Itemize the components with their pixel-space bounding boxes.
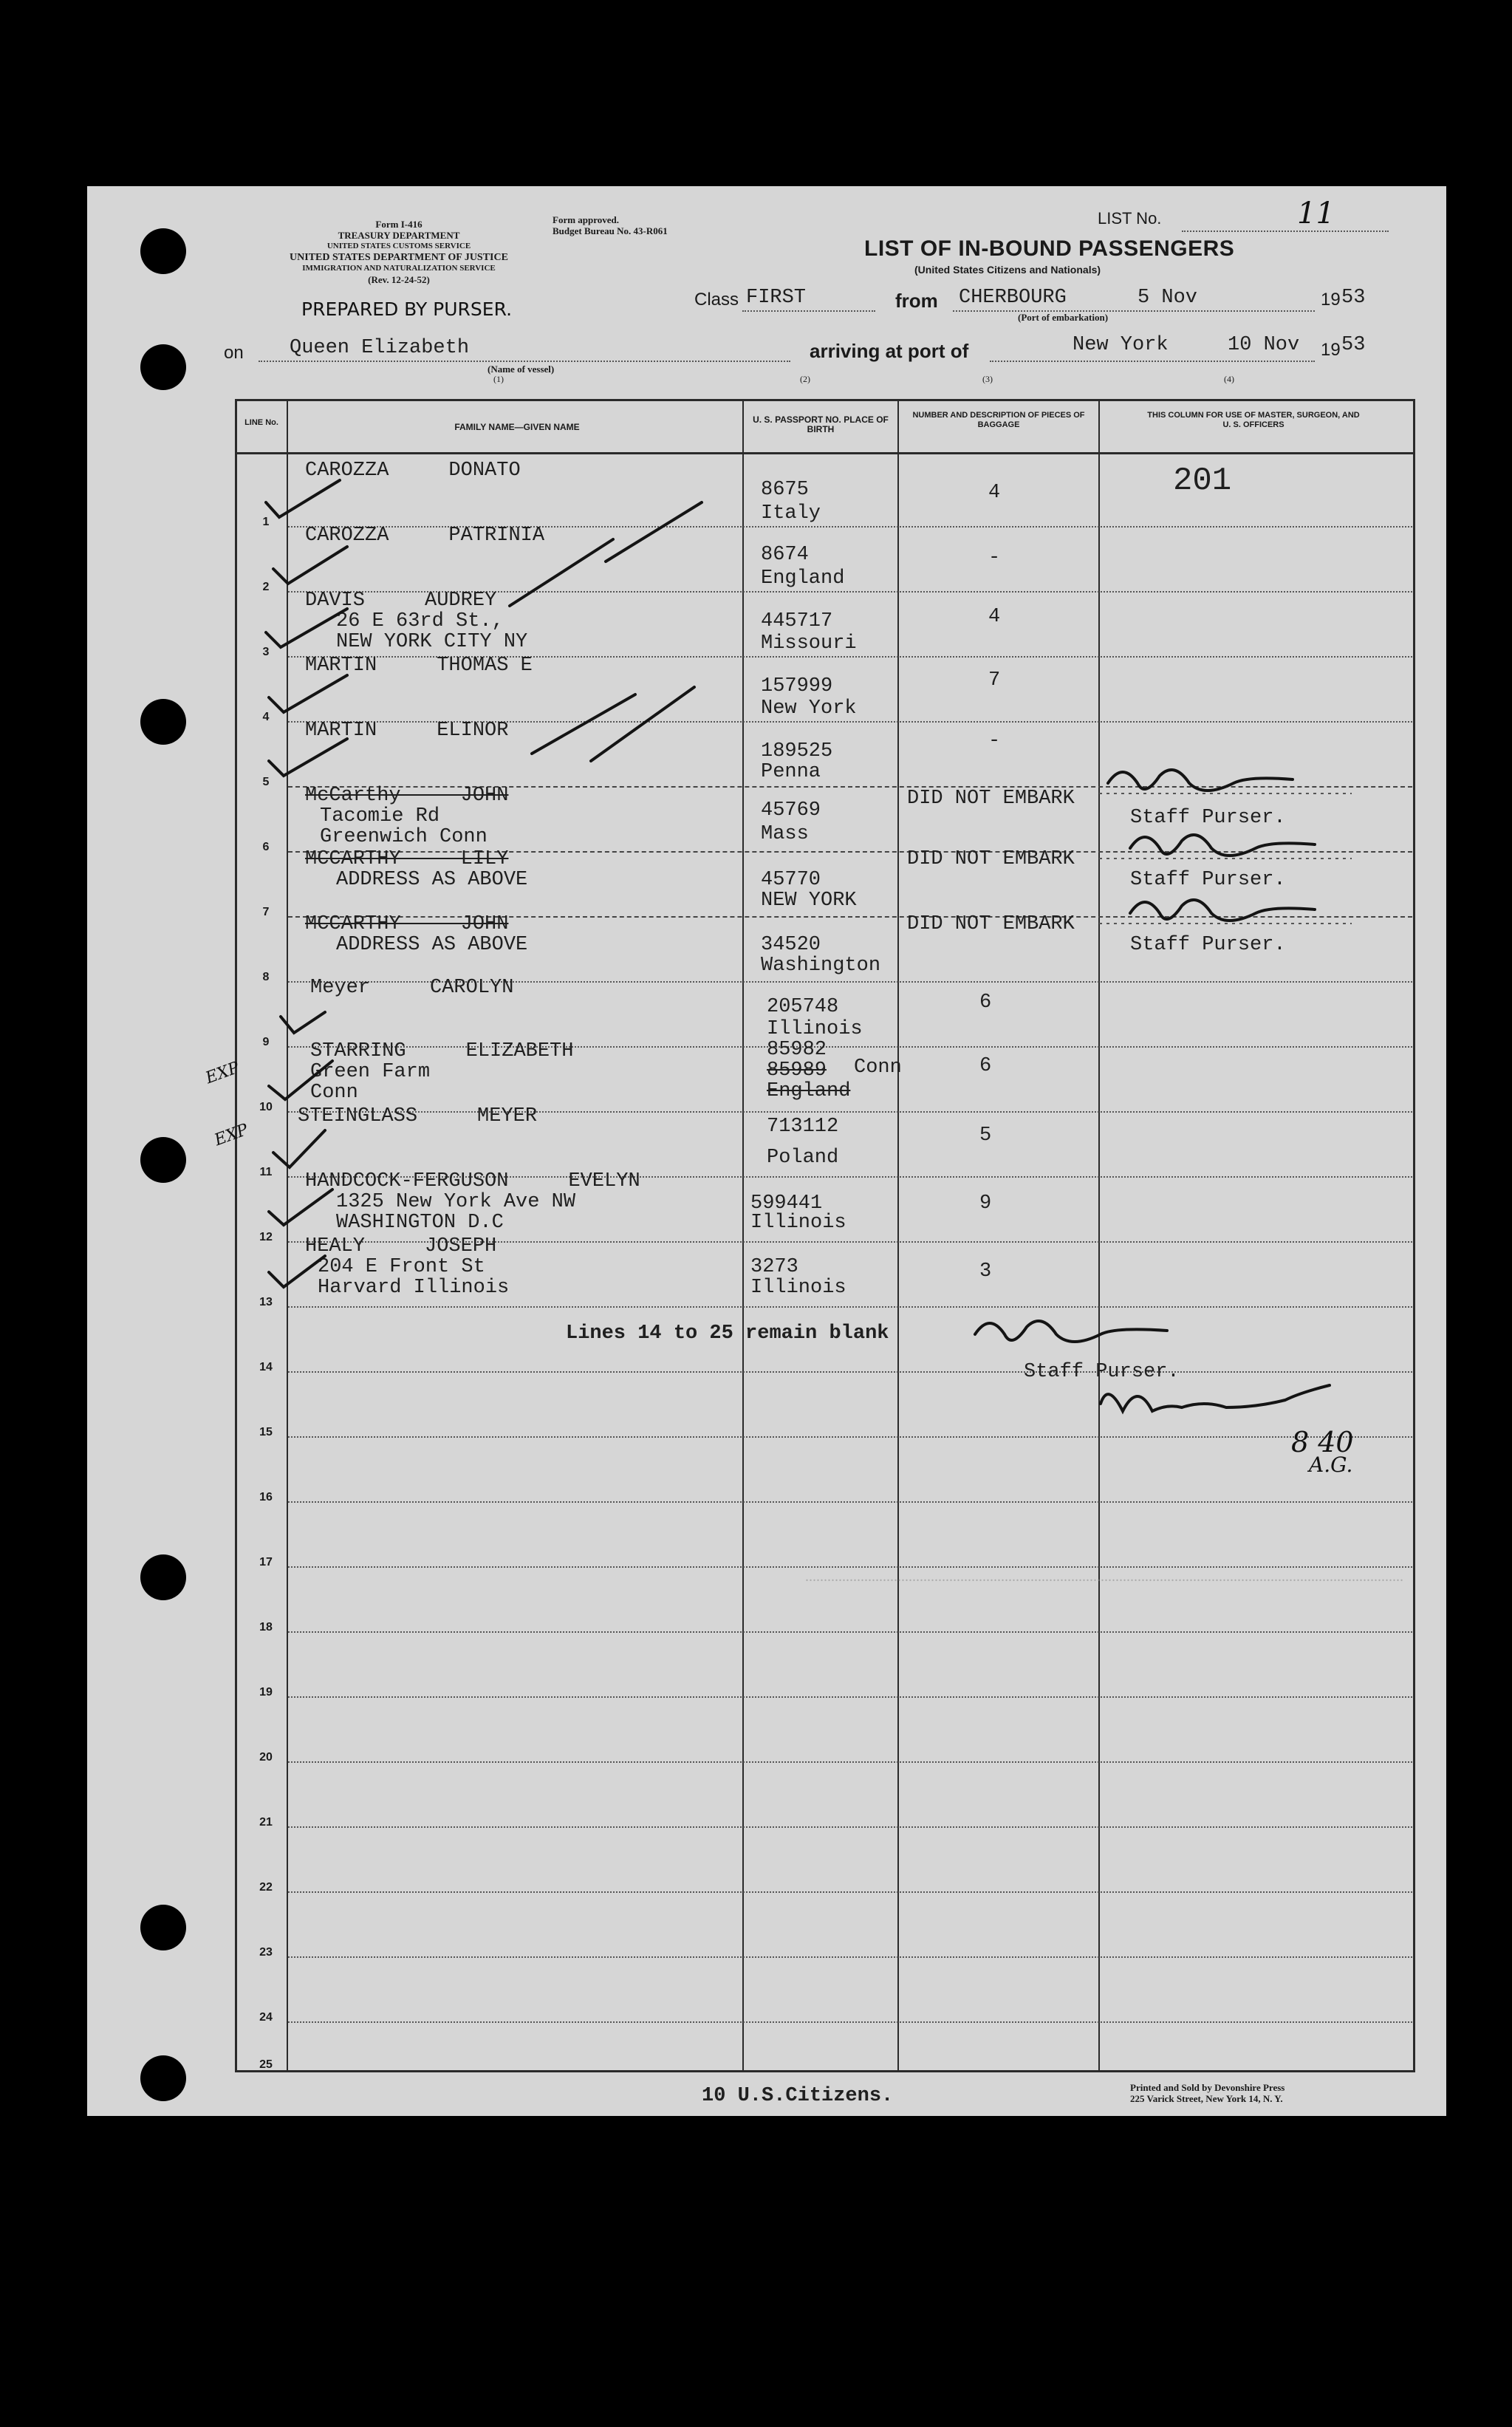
col-head-line: LINE No.: [244, 418, 278, 427]
place-of-birth: Illinois: [750, 1212, 846, 1234]
check-mark: [273, 547, 347, 584]
budget-bureau: Budget Bureau No. 43-R061: [553, 225, 668, 236]
blank-lines-note: Lines 14 to 25 remain blank: [566, 1322, 889, 1345]
row-number: 6: [262, 841, 270, 853]
baggage-count: 5: [979, 1124, 992, 1147]
passport-number: 45769: [761, 799, 821, 822]
passenger-name: STARRING ELIZABETH: [310, 1040, 574, 1062]
bleed-through-text: ..................................................................................................................................................................: [805, 1568, 1403, 1585]
vessel-name: Queen Elizabeth: [290, 337, 470, 359]
arrival-date: 10 Nov: [1228, 334, 1300, 356]
baggage-count: 6: [979, 991, 992, 1014]
row-number: 10: [259, 1101, 273, 1113]
passenger-name: HEALY JOSEPH: [305, 1235, 497, 1257]
row-number: 15: [259, 1426, 273, 1438]
passport-number: 34520: [761, 934, 821, 956]
baggage-count: 7: [988, 669, 1001, 692]
arrival-year: 53: [1341, 334, 1366, 356]
passport-number: 85982: [767, 1039, 827, 1061]
check-mark: [281, 1012, 325, 1033]
passenger-name: STEINGLASS MEYER: [298, 1105, 538, 1127]
col-head-officers: THIS COLUMN FOR USE OF MASTER, SURGEON, AND U. S. OFFICERS: [1147, 411, 1360, 429]
place-of-birth: Penna: [761, 761, 821, 783]
tally-stroke: [591, 687, 694, 761]
place-of-birth: Missouri: [761, 632, 857, 655]
tally-stroke: [532, 694, 635, 754]
check-mark: [273, 1130, 325, 1167]
passenger-name-struck: MCCARTHY JOHN: [305, 913, 509, 935]
row-number: 2: [262, 581, 270, 593]
embark-port: CHERBOURG: [959, 287, 1067, 309]
staff-purser: Staff Purser.: [1130, 807, 1286, 829]
row-number: 5: [262, 776, 270, 788]
manifest-subtitle: (United States Citizens and Nationals): [914, 264, 1101, 276]
row-number: 25: [259, 2058, 273, 2071]
col-num-4: (4): [1224, 374, 1234, 384]
margin-note-exp: EXP: [212, 1120, 251, 1150]
baggage-count: 3: [979, 1260, 992, 1283]
purser-signature: [1130, 835, 1315, 856]
place-of-birth: Mass: [761, 823, 809, 845]
check-mark: [269, 739, 347, 776]
passenger-address: NEW YORK CITY NY: [336, 631, 528, 653]
passport-number: 599441: [750, 1192, 823, 1215]
passport-number: 8674: [761, 544, 809, 566]
citizens-count: 10 U.S.Citizens.: [702, 2085, 894, 2107]
baggage-count: 4: [988, 606, 1001, 628]
did-not-embark: DID NOT EMBARK: [907, 913, 1075, 935]
place-of-birth: Illinois: [750, 1277, 846, 1299]
passenger-name-struck: McCarthy JOHN: [305, 785, 509, 807]
row-number: 7: [262, 906, 270, 918]
list-no-value: 11: [1297, 197, 1335, 231]
passport-number: 8675: [761, 479, 809, 501]
place-of-birth: NEW YORK: [761, 890, 857, 912]
row-number: 22: [259, 1881, 273, 1894]
dept-justice: UNITED STATES DEPARTMENT OF JUSTICE: [290, 252, 508, 263]
passenger-name: HANDCOCK-FERGUSON EVELYN: [305, 1170, 640, 1192]
handwritten-note: 8 40: [1291, 1426, 1354, 1458]
purser-signature: [975, 1321, 1167, 1342]
row-number: 1: [262, 516, 270, 528]
tally-stroke: [606, 502, 702, 561]
row-number: 14: [259, 1361, 273, 1373]
dept-treasury-sub: UNITED STATES CUSTOMS SERVICE: [326, 242, 471, 250]
passenger-address: Conn: [310, 1082, 358, 1104]
dept-treasury: TREASURY DEPARTMENT: [338, 230, 460, 241]
passenger-name: DAVIS AUDREY: [305, 590, 497, 612]
place-of-birth: New York: [761, 697, 857, 720]
row-number: 20: [259, 1751, 273, 1764]
passenger-name: CAROZZA PATRINIA: [305, 525, 545, 547]
place-of-birth: Illinois: [767, 1018, 863, 1040]
baggage-count: -: [988, 730, 1001, 752]
vessel-caption: (Name of vessel): [488, 363, 555, 375]
place-of-birth: Italy: [761, 502, 821, 525]
passport-number: 45770: [761, 869, 821, 891]
passenger-name: Meyer CAROLYN: [310, 977, 514, 999]
check-mark: [269, 1189, 332, 1225]
birth-correction: Conn: [854, 1057, 902, 1079]
passenger-address: Tacomie Rd: [320, 805, 440, 827]
place-of-birth-struck: England: [767, 1080, 851, 1102]
check-mark: [269, 1256, 325, 1287]
officer-signature: [1101, 1385, 1330, 1411]
col-num-2: (2): [800, 374, 810, 384]
passport-number: 713112: [767, 1116, 839, 1138]
port-embark-caption: (Port of embarkation): [1018, 312, 1109, 323]
col-head-family: FAMILY NAME—GIVEN NAME: [454, 422, 580, 432]
passenger-address: ADDRESS AS ABOVE: [336, 869, 528, 891]
arrival-port: New York: [1073, 334, 1169, 356]
passenger-address: ADDRESS AS ABOVE: [336, 934, 528, 956]
arriving-label: arriving at port of: [810, 340, 969, 362]
class-label: Class: [694, 290, 739, 310]
row-number: 24: [259, 2011, 273, 2024]
embark-year: 53: [1341, 287, 1366, 309]
staff-purser: Staff Purser.: [1024, 1361, 1180, 1383]
passenger-address: 204 E Front St: [318, 1256, 485, 1278]
passenger-name: CAROZZA DONATO: [305, 460, 521, 482]
col-head-passport: U. S. PASSPORT NO. PLACE OF BIRTH: [753, 414, 889, 434]
officer-number: 201: [1173, 462, 1232, 499]
margin-note-exp: EXP: [203, 1058, 242, 1088]
form-revision: (Rev. 12-24-52): [368, 274, 430, 285]
check-mark: [269, 675, 347, 712]
passenger-address: Green Farm: [310, 1061, 431, 1083]
place-of-birth: England: [761, 567, 845, 590]
tally-stroke: [510, 539, 613, 606]
passport-number: 445717: [761, 610, 833, 632]
year-prefix: 19: [1321, 340, 1341, 360]
row-number: 8: [262, 971, 270, 983]
col-num-1: (1): [493, 374, 504, 384]
passenger-name: MARTIN ELINOR: [305, 720, 509, 742]
baggage-count: 9: [979, 1192, 992, 1215]
year-prefix: 19: [1321, 290, 1341, 310]
dept-justice-sub: IMMIGRATION AND NATURALIZATION SERVICE: [302, 264, 496, 273]
baggage-count: -: [988, 547, 1001, 569]
check-mark: [266, 480, 340, 517]
row-number: 12: [259, 1231, 273, 1243]
passenger-name-struck: MCCARTHY LILY: [305, 848, 509, 870]
row-number: 9: [262, 1036, 270, 1048]
col-head-baggage: NUMBER AND DESCRIPTION OF PIECES OF BAGGAGE: [912, 411, 1085, 429]
row-number: 4: [262, 711, 270, 723]
printer-line: Printed and Sold by Devonshire Press: [1130, 2082, 1285, 2093]
row-number: 17: [259, 1556, 273, 1568]
row-number: 13: [259, 1296, 273, 1308]
prepared-by-purser: PREPARED BY PURSER.: [301, 298, 513, 320]
printer-address: 225 Varick Street, New York 14, N. Y.: [1130, 2093, 1283, 2104]
check-mark: [269, 1061, 332, 1099]
passport-number: 3273: [750, 1256, 798, 1278]
from-label: from: [895, 290, 938, 312]
embark-date: 5 Nov: [1138, 287, 1198, 309]
baggage-count: 6: [979, 1055, 992, 1077]
purser-signature: [1130, 900, 1315, 921]
passport-number-struck: 85989: [767, 1059, 827, 1082]
row-number: 19: [259, 1686, 273, 1699]
purser-signature: [1108, 770, 1293, 791]
col-num-3: (3): [982, 374, 993, 384]
manifest-title: LIST OF IN-BOUND PASSENGERS: [864, 236, 1235, 261]
row-number: 3: [262, 646, 270, 658]
row-number: 16: [259, 1491, 273, 1503]
baggage-count: 4: [988, 482, 1001, 504]
handwritten-note-initials: A.G.: [1309, 1453, 1353, 1477]
did-not-embark: DID NOT EMBARK: [907, 788, 1075, 810]
passenger-address: Harvard Illinois: [318, 1277, 510, 1299]
row-number: 21: [259, 1816, 273, 1829]
row-number: 11: [259, 1166, 273, 1178]
row-number: 18: [259, 1621, 273, 1634]
staff-purser: Staff Purser.: [1130, 869, 1286, 891]
place-of-birth: Washington: [761, 955, 881, 977]
staff-purser: Staff Purser.: [1130, 934, 1286, 956]
did-not-embark: DID NOT EMBARK: [907, 848, 1075, 870]
passenger-address: 1325 New York Ave NW: [336, 1191, 576, 1213]
check-mark: [266, 609, 347, 647]
passenger-address: WASHINGTON D.C: [336, 1212, 504, 1234]
passport-number: 157999: [761, 675, 833, 697]
form-approved: Form approved.: [553, 214, 620, 225]
class-value: FIRST: [746, 287, 807, 309]
form-number: Form I-416: [375, 219, 423, 230]
place-of-birth: Poland: [767, 1147, 839, 1169]
passenger-address: 26 E 63rd St.,: [336, 610, 504, 632]
passenger-address: Greenwich Conn: [320, 826, 488, 848]
row-number: 23: [259, 1946, 273, 1959]
passenger-name: MARTIN THOMAS E: [305, 655, 533, 677]
passport-number: 205748: [767, 996, 839, 1018]
list-no-label: LIST No.: [1098, 209, 1162, 228]
printer-credit: [1130, 2082, 1284, 2104]
passport-number: 189525: [761, 740, 833, 762]
on-label: on: [224, 343, 244, 363]
